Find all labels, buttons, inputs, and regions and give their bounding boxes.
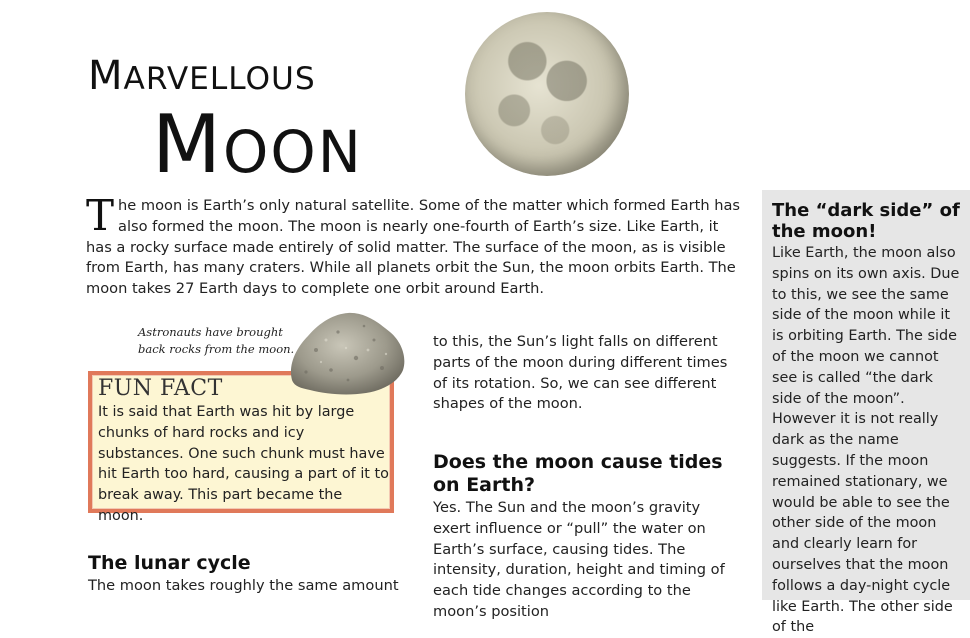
drop-cap: T	[86, 191, 115, 240]
page-title-line1: MARVELLOUS	[88, 53, 316, 99]
rock-caption-line2: back rocks from the moon.	[138, 342, 295, 356]
intro-text: he moon is Earth’s only natural satellite. Some of the matter which formed Earth has also formed the moon. The moon is nearly one-fourth of Earth’s size. Like Earth, it has a rocky surface made entirely of solid matter. The surface of the moon, as is visible from Earth, has many craters. While all planets orbit the Sun, the moon orbits Earth. The moon takes 27 Earth days to complete one orbit around Earth.	[86, 197, 741, 298]
rotation-paragraph: to this, the Sun’s light falls on different parts of the moon during different times of its rotation. So, we can see different shapes of the moon.	[433, 333, 728, 413]
intro-paragraph	[86, 191, 746, 300]
lunar-cycle-heading: The lunar cycle	[88, 552, 251, 574]
tides-paragraph: Yes. The Sun and the moon’s gravity exert influence or “pull” the water on Earth’s surface, causing tides. The intensity, duration, height and timing of each tide changes according to the moon’s position	[433, 499, 725, 620]
fun-fact-body: It is said that Earth was hit by large chunks of hard rocks and icy substances. One such chunk must have hit Earth too hard, causing a part of it to break away. This part became the moon.	[98, 404, 389, 524]
dark-side-text: Like Earth, the moon also spins on its own axis. Due to this, we see the same side of the moon while it is orbiting Earth. The side of the moon we cannot see is called “the dark side of the moon”. However it is not really dark as the name suggests. If the moon remained stationary, we would be able to see the other side of the moon and clearly learn for ourselves that the moon follows a day-night cycle like Earth. The other side of the	[772, 245, 960, 636]
lunar-cycle-text: The moon takes roughly the same amount	[88, 577, 399, 594]
fun-fact-title: FUN FACT	[98, 376, 223, 401]
moon-image	[465, 12, 629, 176]
page-title-line2: MOON	[152, 98, 363, 191]
tides-heading: Does the moon cause tides on Earth?	[433, 451, 723, 496]
dark-side-heading: The “dark side” of the moon!	[772, 200, 960, 242]
moon-rock-image	[286, 310, 408, 396]
rock-caption	[138, 324, 298, 358]
rock-caption-line1: Astronauts have brought	[138, 325, 283, 339]
